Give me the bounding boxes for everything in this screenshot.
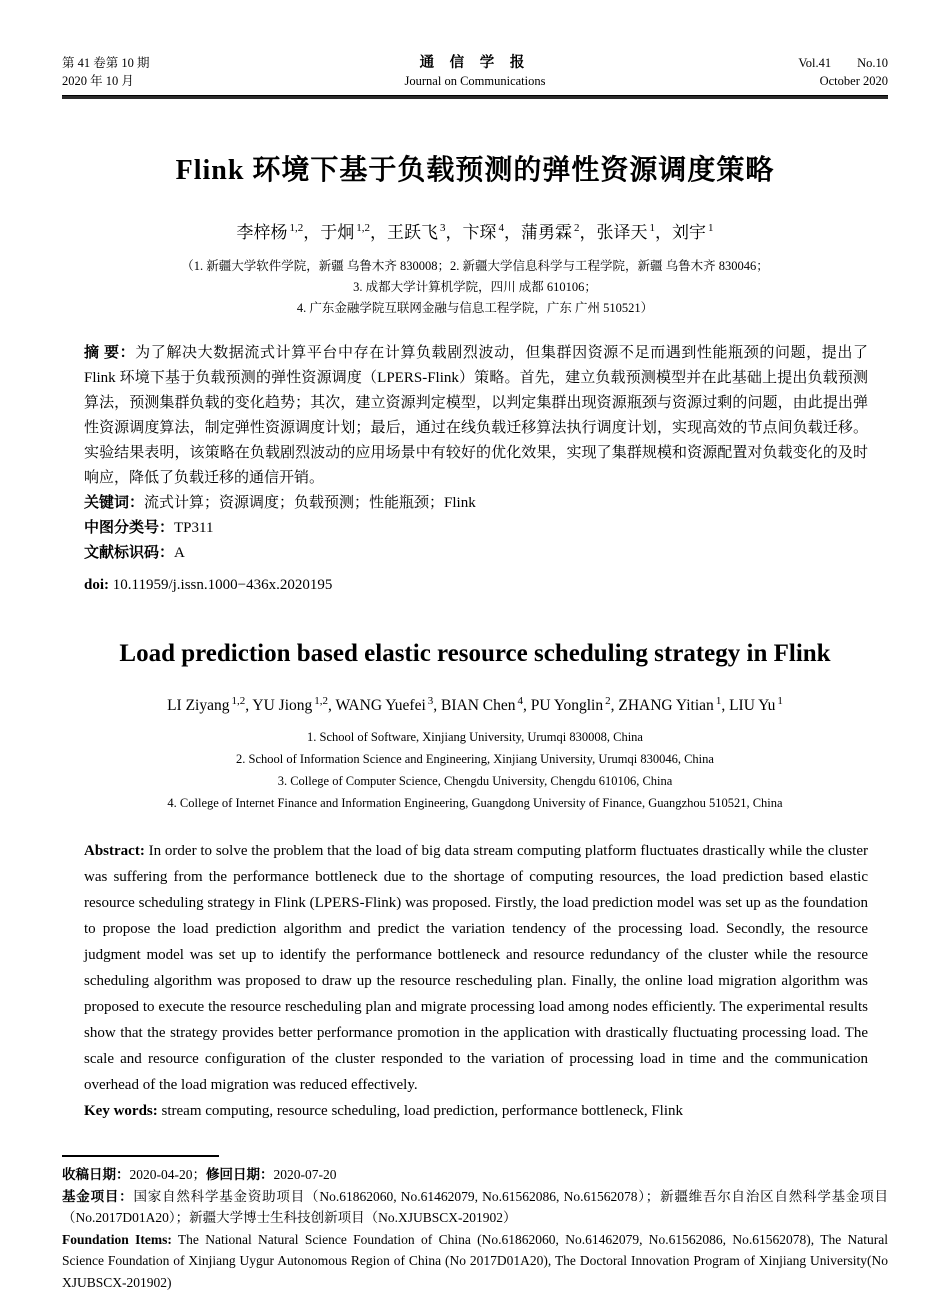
foundation-value: The National Natural Science Foundation of China (No.61862060, No.61462079, No.61562086, No.61562078), The Natural Science Foundation of Xinjiang Uygur Autonomous Region of China (No 2017D01A20), The Doctoral Innovation Program of Xinjiang University(No XJUBSCX-201902)	[62, 1231, 888, 1290]
header-issue-date	[62, 54, 262, 90]
abstract-label-en: Abstract:	[84, 843, 145, 860]
keywords-label-en: Key words:	[84, 1103, 158, 1120]
doi-line	[84, 573, 868, 598]
abstract-block-en	[84, 838, 868, 1124]
keywords-en	[84, 1098, 868, 1124]
clc-line	[84, 516, 868, 541]
journal-name-zh: 通 信 学 报	[419, 55, 531, 71]
abstract-block-zh	[84, 341, 868, 598]
fund-value: 国家自然科学基金资助项目（No.61862060, No.61462079, No.61562086, No.61562078）；新疆维吾尔自治区自然科学基金项目（No.2017D01A20）；新疆大学博士生科技创新项目（No.XJUBSCX-201902）	[62, 1188, 889, 1226]
revised-value: 2020-07-20	[273, 1167, 337, 1183]
vol-no	[688, 54, 888, 72]
affiliation-line: 1. School of Software, Xinjiang University, Urumqi 830008, China	[307, 730, 643, 745]
keywords-label-zh: 关键词：	[84, 495, 145, 511]
doi-label: doi:	[84, 577, 110, 593]
affiliations-zh	[62, 256, 888, 319]
header-vol-date	[688, 54, 888, 90]
doc-code-value: A	[174, 545, 185, 561]
vol-en: Vol.41	[798, 56, 832, 70]
doc-code-label: 文献标识码：	[84, 545, 175, 561]
abstract-label-zh: 摘 要：	[84, 345, 136, 361]
footnote-rule	[62, 1155, 219, 1157]
no-en: No.10	[857, 56, 888, 70]
affiliation-line: 2. School of Information Science and Engineering, Xinjiang University, Urumqi 830046, China	[236, 752, 714, 767]
issue-zh: 第 41 卷第 10 期	[62, 56, 150, 70]
received-revised-line	[62, 1164, 888, 1186]
header-journal-name	[262, 54, 688, 90]
author: 王跃飞 $^3$，	[387, 222, 463, 242]
keywords-zh	[84, 491, 868, 516]
author: BIAN Chen $^4$,	[441, 695, 531, 715]
foundation-label: Foundation Items:	[62, 1231, 172, 1247]
affiliation-line: 3. 成都大学计算机学院，四川 成都 610106；	[353, 280, 597, 294]
foundation-line	[62, 1229, 888, 1290]
author: 卞琛 $^4$，	[462, 222, 521, 242]
author: PU Yonglin $^2$,	[530, 695, 619, 715]
author: YU Jiong $^{1,2}$,	[252, 695, 336, 715]
author: 刘宇 $^1$	[672, 222, 714, 242]
journal-name-en: Journal on Communications	[404, 74, 546, 88]
date-en: October 2020	[819, 74, 888, 88]
fund-line	[62, 1186, 888, 1229]
keywords-text-zh: 流式计算；资源调度；负载预测；性能瓶颈；Flink	[144, 495, 476, 511]
clc-label: 中图分类号：	[84, 520, 175, 536]
author: 于炯 $^{1,2}$，	[320, 222, 387, 242]
author: LI Ziyang $^{1,2}$,	[167, 695, 253, 715]
affiliation-line: 3. College of Computer Science, Chengdu University, Chengdu 610106, China	[277, 774, 673, 789]
author: ZHANG Yitian $^1$,	[618, 695, 730, 715]
footnote	[62, 1164, 888, 1290]
received-label: 收稿日期：	[62, 1167, 130, 1183]
authors-en	[62, 695, 888, 715]
author: 蒲勇霖 $^2$，	[521, 222, 597, 242]
author: 张译天 $^1$，	[596, 222, 672, 242]
fund-label: 基金项目：	[62, 1188, 134, 1204]
affiliation-line: 4. College of Internet Finance and Information Engineering, Guangdong University of Finance, Guangzhou 510521, China	[167, 796, 783, 811]
affiliations-en	[62, 726, 888, 814]
affiliation-line: 4. 广东金融学院互联网金融与信息工程学院，广东 广州 510521）	[296, 301, 654, 315]
journal-header	[62, 54, 888, 90]
clc-value: TP311	[174, 520, 214, 536]
authors-zh	[62, 218, 888, 243]
abstract-text-zh: 为了解决大数据流式计算平台中存在计算负载剧烈波动，但集群因资源不足而遇到性能瓶颈的问题，提出了 Flink 环境下基于负载预测的弹性资源调度（LPERS-Flink）策略。首先，建立负载预测模型并在此基础上提出负载预测算法，预测集群负载的变化趋势；其次，建立资源判定模型，以判定集群出现资源瓶颈与资源过剩的问题，由此提出弹性资源调度算法，制定弹性资源调度计划；最后，通过在线负载迁移算法执行调度计划，实现高效的节点间负载迁移。实验结果表明，该策略在负载剧烈波动的应用场景中有较好的优化效果，实现了集群规模和资源配置对负载变化的及时响应，降低了负载迁移的通信开销。	[84, 345, 868, 486]
author: LIU Yu $^1$	[729, 695, 783, 715]
abstract-zh	[84, 341, 868, 491]
date-zh: 2020 年 10 月	[62, 74, 134, 88]
doi-value: 10.11959/j.issn.1000−436x.2020195	[109, 577, 333, 593]
article-title-en: Load prediction based elastic resource scheduling strategy in Flink	[119, 640, 831, 667]
revised-label: 修回日期：	[206, 1167, 274, 1183]
article-title-zh: Flink 环境下基于负载预测的弹性资源调度策略	[175, 155, 775, 186]
doc-code-line	[84, 541, 868, 566]
author: WANG Yuefei $^3$,	[335, 695, 442, 715]
received-value: 2020-04-20；	[129, 1167, 206, 1183]
abstract-en	[84, 838, 868, 1098]
abstract-text-en: In order to solve the problem that the load of big data stream computing platform fluctuates drastically while the cluster was suffering from the performance bottleneck due to the shortage of computing resources, the load prediction based elastic resource scheduling strategy in Flink (LPERS-Flink) was proposed. Firstly, the load prediction model was set up as the foundation to propose the load prediction algorithm and predict the variation tendency of the processing load. Secondly, the resource judgment model was set up to identify the performance bottleneck and resource redundancy of the cluster while the resource scheduling algorithm was proposed to draw up the resource rescheduling plan. Finally, the online load migration algorithm was proposed to execute the resource rescheduling plan and migrate processing load among nodes efficiently. The experimental results show that the strategy provides better performance promotion in the application with drastically fluctuating processing load. The scale and resource configuration of the cluster responded to the variation of processing load in time and the communication overhead of the load migration was reduced effectively.	[84, 843, 868, 1094]
keywords-text-en: stream computing, resource scheduling, load prediction, performance bottleneck, Flink	[157, 1103, 684, 1120]
affiliation-line: （1. 新疆大学软件学院，新疆 乌鲁木齐 830008；2. 新疆大学信息科学与工程学院，新疆 乌鲁木齐 830046；	[181, 259, 769, 273]
header-rule	[62, 95, 888, 99]
author: 李梓杨 $^{1,2}$，	[236, 222, 321, 242]
